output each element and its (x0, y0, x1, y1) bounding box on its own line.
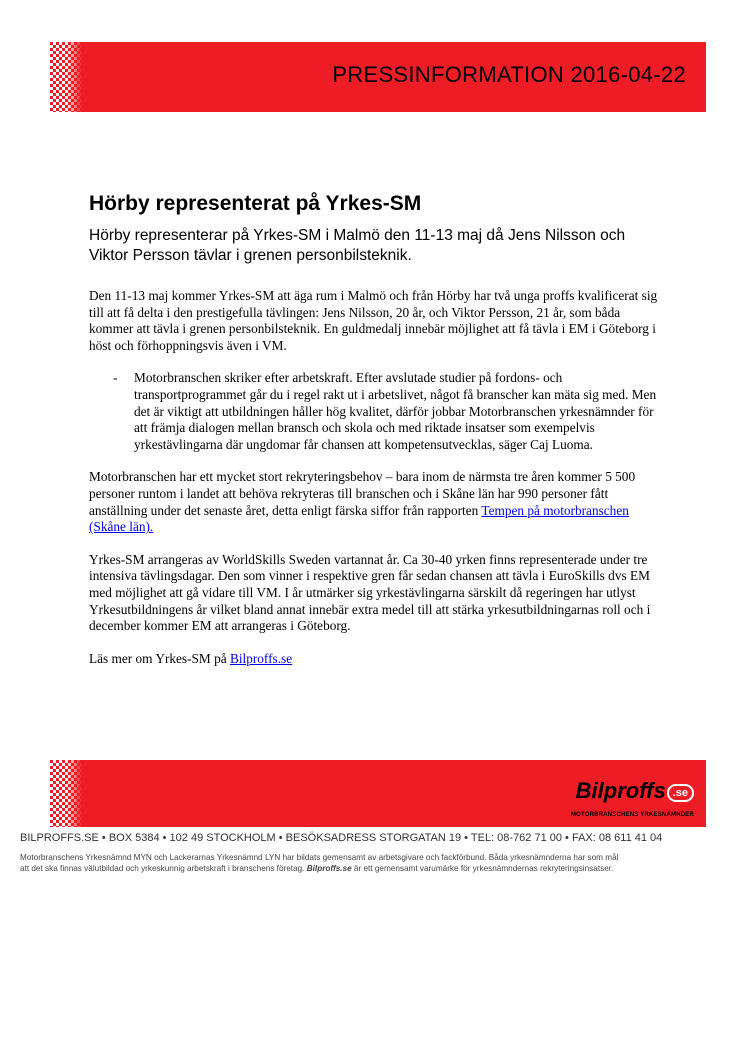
headline: Hörby representerat på Yrkes-SM (89, 192, 422, 215)
bilproffs-link[interactable]: Bilproffs.se (229, 650, 293, 666)
logo-tagline: MOTORBRANSCHENS YRKESNÄMNDER (570, 812, 694, 818)
paragraph-2 (89, 469, 659, 535)
disclaimer-line-1: Motorbranschens Yrkesnämnd MYN och Lackerarnas Yrkesnämnd LYN har bildats gemensamt av arbetsgivare och fackförbund. Båda yrkesnämnderna har som mål (20, 853, 619, 862)
paragraph-3: Yrkes-SM arrangeras av WorldSkills Sweden vartannat år. Ca 30-40 yrken finns representerade under tre intensiva tävlingsdagar. Den som vinner i respektive gren får sedan chansen att tävla i EuroSkills dvs EM med möjlighet att gå vidare till VM. I år utmärker sig yrkestävlingarna särskilt då regeringen har utlyst Yrkesutbildningens år vilket bland annat innebär extra medel till att stärka yrkesutbildningarnas roll och i december kommer EM att arrangeras i Göteborg. (89, 551, 651, 634)
footer-disclaimer (20, 852, 726, 874)
header-band (50, 42, 706, 112)
bullet-dash: - (113, 370, 118, 386)
press-title: PRESSINFORMATION 2016-04-22 (332, 62, 686, 87)
paragraph-4-text: Läs mer om Yrkes-SM på (89, 650, 227, 666)
paragraph-1: Den 11-13 maj kommer Yrkes-SM att äga rum i Malmö och från Hörby har två unga proffs kvalificerat sig till att få delta i den prestigefulla tävlingen: Jens Nilsson, 20 år, och Viktor Persson, 21 år, som båda kommer att tävla i grenen personbilsteknik. En guldmedalj innebär möjlighet att få tävla i EM i Göteborg i höst och förhoppningsvis även i VM. (89, 288, 658, 353)
checker-pattern (50, 760, 82, 827)
paragraph-4 (89, 651, 659, 668)
disclaimer-line-2a: att det ska finnas välutbildad och yrkeskunnig arbetskraft i branschens företag. (20, 864, 305, 873)
logo-se-badge: .se (667, 784, 694, 802)
disclaimer-brand: Bilproffs.se (306, 864, 352, 873)
quote-bullet (89, 370, 659, 453)
lead-paragraph: Hörby representerar på Yrkes-SM i Malmö den 11-13 maj då Jens Nilsson och Viktor Persson tävlar i grenen personbilsteknik. (89, 227, 626, 264)
bilproffs-logo (571, 778, 694, 818)
logo-main: Bilproffs (575, 778, 666, 803)
footer-address: BILPROFFS.SE • BOX 5384 • 102 49 STOCKHOLM • BESÖKSADRESS STORGATAN 19 • TEL: 08-762 71 00 • FAX: 08 611 41 04 (20, 832, 663, 844)
article (89, 192, 659, 683)
footer-band (50, 760, 706, 827)
paragraph-2-text: Motorbranschen har ett mycket stort rekryteringsbehov – bara inom de närmsta tre åren kommer 5 500 personer runtom i landet att behöva rekryteras till branschen och i Skåne län har 990 personer fått anställning under det senaste året, detta enligt färska siffor från rapporten (89, 469, 636, 518)
disclaimer-line-2c: är ett gemensamt varumärke för yrkesnämndernas rekryteringsinsatser. (353, 864, 614, 873)
logo-wordmark (576, 778, 694, 804)
report-link[interactable]: Tempen på motorbranschen (Skåne län). (89, 502, 629, 535)
disclaimer-line-2 (20, 863, 726, 874)
checker-pattern (50, 42, 82, 112)
bullet-text: Motorbranschen skriker efter arbetskraft. Efter avslutade studier på fordons- och transportprogrammet går du i regel rakt ut i arbetslivet, något få branscher kan mäta sig med. Men det är viktigt att utbildningen håller hög kvalitet, därför jobbar Motorbranschen yrkesnämnder för att främja dialogen mellan bransch och skola och med riktade insatser som exempelvis yrkestävlingarna där ungdomar får chansen att kompetensutvecklas, säger Caj Luoma. (134, 370, 657, 452)
